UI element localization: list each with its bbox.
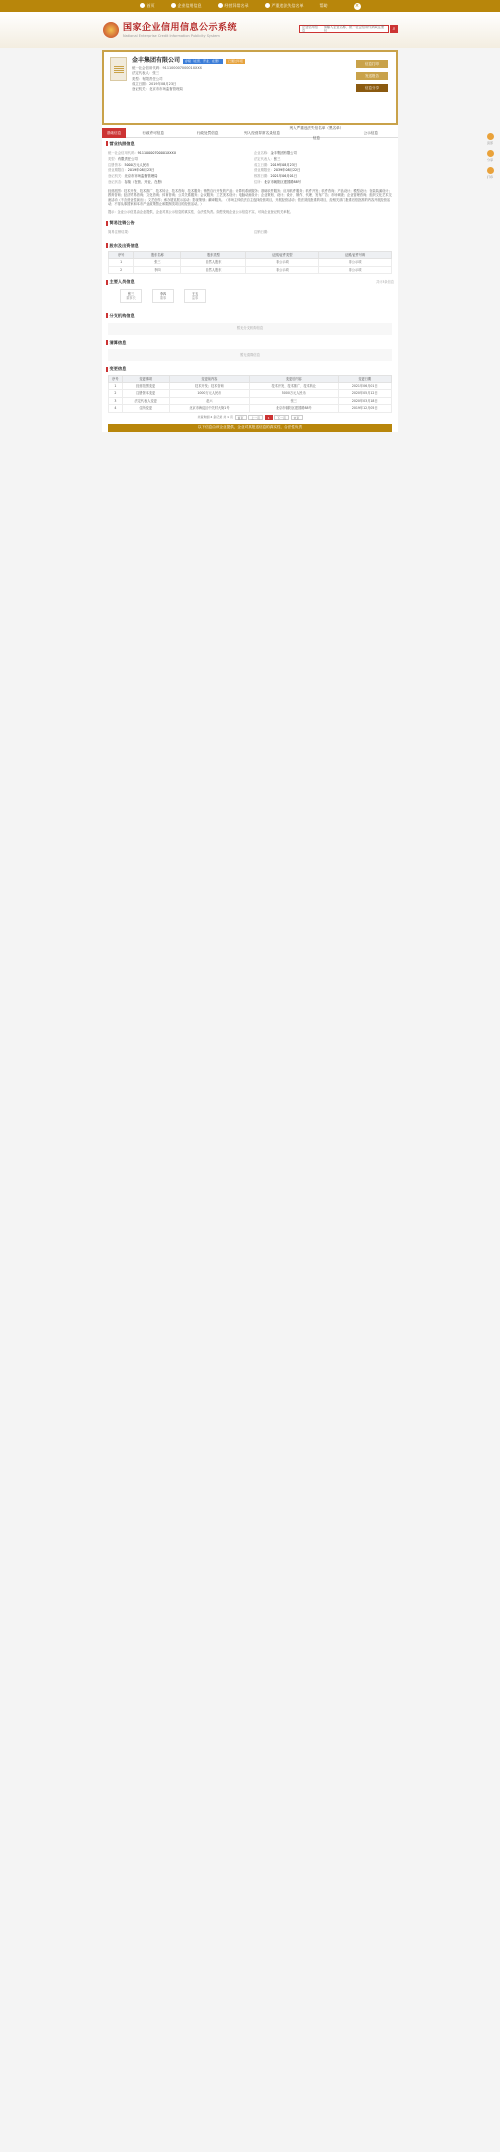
- side-print[interactable]: 打印: [487, 167, 494, 179]
- page-1-button[interactable]: 1: [265, 415, 273, 420]
- cancel-section: 简易注销公告 简易注销结果： 注销日期：: [108, 220, 271, 235]
- nav-help[interactable]: 帮助: [319, 3, 328, 9]
- national-emblem-icon: [103, 22, 119, 38]
- report-warning-banner: 以下信息由该企业提供，企业对其报送信息的真实性、合法性负责: [108, 424, 392, 432]
- tab-abnormal[interactable]: 列入经营异常名录信息: [244, 130, 280, 135]
- share-button[interactable]: 信息分享: [356, 84, 388, 92]
- main-content: [102, 50, 398, 432]
- last-page-button[interactable]: 末页: [291, 415, 303, 420]
- license-icon: [110, 57, 127, 81]
- notice-text: 提示：企业公示信息由企业提供，企业对其公示信息的真实性、合法性负责。如您发现企业公示信息不实，可向企业登记机关举报。: [108, 209, 293, 214]
- liquidation-section: 清算信息 暂无清算信息: [102, 337, 398, 362]
- top-nav: [0, 0, 500, 12]
- list-item: 李四 董事: [152, 289, 174, 303]
- side-share[interactable]: 分享: [487, 150, 494, 162]
- basic-info-section: 营业执照信息 统一社会信用代码：91110000700001XXXX 企业名称：金丰集团有限公司 类型：有限责任公司 法定代表人：张三 注册资本：5000万元人民币 成立日期：2019年08月23日 营业期限自：2019年08月23日 营业期限至：2039年08月22日 登记机关：北京市市场监督管理局 核准日期：2021年06月01日 登记状态：存续（在营、开业、在册） 住所：北京市朝阳区建国路88号 经营范围：技术开发、技术推广、技术转让、技术咨询、技术服务；销售自行开发的产品；计算机系统服务；基础软件服务；应用软件服务；软件开发；软件咨询；产品设计；模型设计；包装装潢设计；教育咨询；经济贸易咨询；文化咨询；体育咨询；公共关系服务；会议服务；工艺美术设计；电脑动画设计；企业策划、设计；设计、制作、代理、发布广告；市场调查；企业管理咨询；组织文化艺术交流活动（不含营业性演出）；文艺创作；承办展览展示活动；影视策划；翻译服务。（市场主体依法自主选择经营项目，开展经营活动；依法须经批准的项目，经相关部门批准后依批准的内容开展经营活动；不得从事国家和本市产业政策禁止和限制类项目的经营活动。） 提示：企业公示信息由企业提供，企业对其公示信息的真实性、合法性负责。如您发现企业公示信息不实，可向企业登记机关举报。: [102, 138, 398, 215]
- company-summary: 统一社会信用代码：91110000700001XXXX 法定代表人：张三 类型：有限责任公司 成立日期：2019年08月23日 登记机关：北京市市场监督管理局: [132, 66, 203, 91]
- print-button[interactable]: 信息打印: [356, 60, 388, 68]
- first-page-button[interactable]: 首页: [235, 415, 247, 420]
- list-icon: [218, 3, 223, 8]
- table-row: 3 法定代表人变更 赵六 张三 2020年03月18日: [109, 397, 392, 405]
- tab-publicity[interactable]: 公示信息: [363, 130, 379, 135]
- prev-page-button[interactable]: 上一页: [248, 415, 263, 420]
- basic-info-grid: 统一社会信用代码：91110000700001XXXX 企业名称：金丰集团有限公司 类型：有限责任公司 法定代表人：张三 注册资本：5000万元人民币 成立日期：2019年08月23日 营业期限自：2019年08月23日 营业期限至：2039年08月22日 登记机关：北京市市场监督管理局 核准日期：2021年06月01日 登记状态：存续（在营、开业、在册） 住所：北京市朝阳区建国路88号: [108, 150, 302, 185]
- table-row: 2 注册资本变更 1000万元人民币 5000万元人民币 2020年05月12日: [109, 390, 392, 398]
- changes-section: 变更信息 序号 变更事项 变更前内容 变更后内容 变更日期 1 经营范围变更 技术开发；技术咨询 技术开发、技术推广、技术转让 2021年06月01日 2 注册资本变更 1000万元人民币 5000万元人民币 2020年05月12日 3 法定代表人变更 赵六 张三 2020年03月18日 4 住所变更 北京市海淀区中关村大街1号 北京市朝阳区建国路88号 2019年12月05日 共查询到 4 条记录 共 1 页 首页 上一页 1 下一页 末页: [102, 363, 398, 420]
- top-icon: [487, 133, 494, 140]
- table-row: 1 张三 自然人股东 非公示项 非公示项: [109, 259, 392, 267]
- list-item: 王五 监事: [184, 289, 206, 303]
- business-scope: 经营范围：技术开发、技术推广、技术转让、技术咨询、技术服务；销售自行开发的产品；计算机系统服务；基础软件服务；应用软件服务；软件开发；软件咨询；产品设计；模型设计；包装装潢设计；教育咨询；经济贸易咨询；文化咨询；体育咨询；公共关系服务；会议服务；工艺美术设计；电脑动画设计；企业策划、设计；设计、制作、代理、发布广告；市场调查；企业管理咨询；组织文化艺术交流活动（不含营业性演出）；文艺创作；承办展览展示活动；影视策划；翻译服务。（市场主体依法自主选择经营项目，开展经营活动；依法须经批准的项目，经相关部门批准后依批准的内容开展经营活动；不得从事国家和本市产业政策禁止和限制类项目的经营活动。）: [108, 188, 392, 207]
- table-row: 4 住所变更 北京市海淀区中关村大街1号 北京市朝阳区建国路88号 2019年12月05日: [109, 405, 392, 413]
- list-item: 张三 董事长: [120, 289, 142, 303]
- credit-icon: [171, 3, 176, 8]
- pagination: 共查询到 4 条记录 共 1 页 首页 上一页 1 下一页 末页: [102, 415, 398, 420]
- tab-license[interactable]: 行政许可信息: [142, 130, 164, 135]
- next-page-button[interactable]: 下一页: [274, 415, 289, 420]
- site-header: [0, 12, 500, 48]
- search-button[interactable]: [390, 25, 398, 33]
- changes-table: 序号 变更事项 变更前内容 变更后内容 变更日期 1 经营范围变更 技术开发；技术咨询 技术开发、技术推广、技术转让 2021年06月01日 2 注册资本变更 1000万元人民币 5000万元人民币 2020年05月12日 3 法定代表人变更 赵六 张三 2020年03月18日 4 住所变更 北京市海淀区中关村大街1号 北京市朝阳区建国路88号 2019年12月05日: [108, 375, 392, 413]
- share-icon: [487, 150, 494, 157]
- close-icon[interactable]: ×: [354, 2, 360, 9]
- send-report-button[interactable]: 发送报告: [356, 72, 388, 80]
- search-type-select[interactable]: 企业信用信息: [302, 24, 318, 33]
- side-top[interactable]: 顶部: [487, 133, 494, 145]
- nav-abnormal[interactable]: 经营异常名录: [218, 3, 249, 8]
- info-tabs: [102, 125, 398, 140]
- table-row: 1 经营范围变更 技术开发；技术咨询 技术开发、技术推广、技术转让 2021年06月01日: [109, 382, 392, 390]
- staff-section: 主要人员信息 共计3条信息 张三 董事长 李四 董事 王五 监事: [102, 276, 398, 308]
- side-toolbar: [484, 133, 496, 179]
- table-row: 2 李四 自然人股东 非公示项 非公示项: [109, 266, 392, 274]
- company-card: [102, 50, 398, 125]
- search-input[interactable]: 企业信用信息 请输入企业名称、统一社会信用代码或注册号: [299, 25, 389, 33]
- company-name: 金丰集团有限公司 存续（在营、开业、在册） 已通过年报: [132, 57, 244, 64]
- site-logo[interactable]: 国家企业信用信息公示系统 National Enterprise Credit Information Publicity System: [123, 22, 238, 38]
- tab-basic[interactable]: 基础信息: [102, 128, 126, 138]
- nav-home[interactable]: 首页: [140, 3, 155, 8]
- home-icon: [140, 3, 145, 8]
- search-bar: [299, 25, 398, 33]
- status-badge: 存续（在营、开业、在册）: [185, 59, 222, 64]
- annual-report-badge: 已通过年报: [228, 59, 244, 64]
- shareholder-table: 序号 股东名称 股东类型 证照/证件类型 证照/证件号码 1 张三 自然人股东 非公示项 非公示项 2 李四 自然人股东 非公示项 非公示项: [108, 251, 392, 274]
- tab-penalty[interactable]: 行政处罚信息: [196, 130, 219, 135]
- search-icon: ⌕: [392, 25, 396, 32]
- tab-blacklist[interactable]: 列入严重违法失信名单（黑名单）信息: [289, 125, 344, 140]
- branch-section: 分支机构信息 暂无分支机构信息: [102, 310, 398, 335]
- nav-credit[interactable]: 企业信用信息: [171, 3, 202, 8]
- shareholder-section: 股东及出资信息 序号 股东名称 股东类型 证照/证件类型 证照/证件号码 1 张三 自然人股东 非公示项 非公示项 2 李四 自然人股东 非公示项 非公示项: [102, 240, 398, 275]
- warning-icon: [265, 3, 270, 8]
- nav-blacklist[interactable]: 严重违法失信名单: [265, 3, 304, 8]
- staff-list: [102, 287, 398, 308]
- print-icon: [487, 167, 494, 174]
